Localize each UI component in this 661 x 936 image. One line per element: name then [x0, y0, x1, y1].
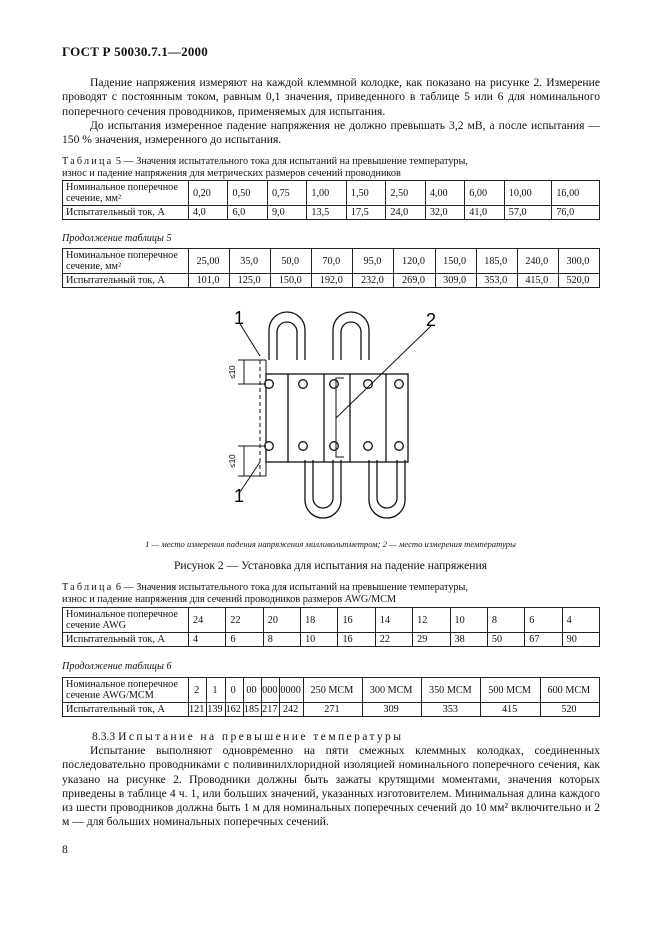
table-cell: 0,75: [267, 181, 306, 206]
measurement-lines: [238, 324, 431, 492]
table-row: [63, 703, 600, 717]
table-cell: 50,0: [271, 249, 312, 274]
table-cell: 520: [540, 703, 599, 717]
table-cell: 185,0: [476, 249, 517, 274]
table-cell: 4,00: [425, 181, 464, 206]
paragraph-voltage-drop: Падение напряжения измеряют на каждой клеммной колодке, как показано на рисунке 2. Измерение проводят с постоянным током, равным 0,1 значения, приведенного в таблице 5 или 6 для номинального поперечного сечения проводников, применяемых для испытания.: [62, 76, 600, 118]
table-cell: 350 MCM: [422, 678, 481, 703]
table-row: [63, 678, 600, 703]
conductor-loops: [269, 312, 405, 518]
table-cell: 12: [413, 608, 450, 633]
figure-2-diagram: [200, 302, 460, 532]
table-6-continued: [62, 677, 600, 717]
table-cell: 139: [207, 703, 225, 717]
table-cell: 232,0: [353, 274, 394, 288]
table-cell: 217: [262, 703, 280, 717]
table-cell: 9,0: [267, 206, 306, 220]
table-cell: 309: [363, 703, 422, 717]
table-cell: 2: [189, 678, 207, 703]
table-cell: 150,0: [271, 274, 312, 288]
table-cell: 353,0: [476, 274, 517, 288]
table-cell: 95,0: [353, 249, 394, 274]
table-cell: 000: [262, 678, 280, 703]
table-cell: 500 MCM: [481, 678, 540, 703]
table-cell: 4: [562, 608, 599, 633]
table-cell: 90: [562, 633, 599, 647]
table-cell: 16,00: [552, 181, 600, 206]
table-cell: 0000: [280, 678, 303, 703]
table-cell: 240,0: [517, 249, 558, 274]
table-header-cell: Испытательный ток, А: [63, 703, 189, 717]
table-cell: 20: [263, 608, 300, 633]
label-1-top: 1: [234, 308, 245, 328]
table-cell: 6: [226, 633, 263, 647]
table-row: [63, 608, 600, 633]
table6-continuation-caption: Продолжение таблицы 6: [62, 661, 172, 672]
table-row: [63, 633, 600, 647]
label-2: 2: [426, 310, 437, 330]
table-cell: 0: [225, 678, 243, 703]
table-cell: 101,0: [189, 274, 230, 288]
page-number: 8: [62, 843, 68, 856]
table-cell: 6,0: [228, 206, 267, 220]
table-5: [62, 180, 600, 220]
table-header-cell: Номинальное поперечное сечение AWG: [63, 608, 189, 633]
table-cell: 17,5: [346, 206, 385, 220]
table-cell: 67: [525, 633, 562, 647]
table-row: [63, 206, 600, 220]
table-cell: 24: [189, 608, 226, 633]
dimension-top: ≤10: [228, 365, 237, 379]
table-cell: 520,0: [558, 274, 599, 288]
table-cell: 309,0: [435, 274, 476, 288]
table-cell: 242: [280, 703, 303, 717]
table-cell: 185: [243, 703, 261, 717]
table-cell: 300,0: [558, 249, 599, 274]
table-cell: 50: [487, 633, 524, 647]
table-row: [63, 181, 600, 206]
table-cell: 2,50: [386, 181, 425, 206]
table-cell: 8: [487, 608, 524, 633]
table-cell: 76,0: [552, 206, 600, 220]
table-cell: 271: [303, 703, 362, 717]
table-cell: 38: [450, 633, 487, 647]
table-cell: 121: [189, 703, 207, 717]
table-cell: 415,0: [517, 274, 558, 288]
table-header-cell: Испытательный ток, А: [63, 274, 189, 288]
table-cell: 18: [301, 608, 338, 633]
table-header-cell: Номинальное поперечное сечение, мм²: [63, 249, 189, 274]
table-header-cell: Испытательный ток, А: [63, 206, 189, 220]
table-cell: 600 MCM: [540, 678, 599, 703]
table-cell: 32,0: [425, 206, 464, 220]
table-row: [63, 274, 600, 288]
table-header-cell: Испытательный ток, А: [63, 633, 189, 647]
terminal-blocks: [266, 360, 408, 476]
table-cell: 415: [481, 703, 540, 717]
section-heading: 8.3.3 Испытание на превышение температуры: [92, 730, 404, 743]
table-cell: 70,0: [312, 249, 353, 274]
table-header-cell: Номинальное поперечное сечение, мм²: [63, 181, 189, 206]
terminal-screws: [265, 380, 404, 451]
section-paragraph: Испытание выполняют одновременно на пяти смежных клеммных колодках, соединенных последовательно проводниками с поливинилхлоридной изоляцией номинального поперечного сечения, как указано на рисунке 2. Проводники должны быть зажаты крутящими моментами, значения которых приведены в таблице 4 ч. 1, или больших значений, указанных изготовителем. Минимальная длина каждого из шести проводников должна быть 1 м для номинальных поперечных сечений до 10 мм² включительно и 2 м — для больших номинальных поперечных сечений.: [62, 744, 600, 829]
table-cell: 353: [422, 703, 481, 717]
figure-2-caption: Рисунок 2 — Установка для испытания на падение напряжения: [173, 559, 488, 572]
table-cell: 0,20: [189, 181, 228, 206]
table-cell: 162: [225, 703, 243, 717]
table-cell: 57,0: [504, 206, 552, 220]
table-cell: 269,0: [394, 274, 435, 288]
table-cell: 00: [243, 678, 261, 703]
table-cell: 25,00: [189, 249, 230, 274]
table-cell: 24,0: [386, 206, 425, 220]
table-header-cell: Номинальное поперечное сечение AWG/MCM: [63, 678, 189, 703]
table-cell: 300 MCM: [363, 678, 422, 703]
table-cell: 1: [207, 678, 225, 703]
table-cell: 29: [413, 633, 450, 647]
table-5-continued: [62, 248, 600, 288]
table-cell: 22: [226, 608, 263, 633]
table-cell: 120,0: [394, 249, 435, 274]
table-cell: 22: [375, 633, 412, 647]
table-cell: 250 MCM: [303, 678, 362, 703]
table-cell: 6: [525, 608, 562, 633]
table-cell: 16: [338, 633, 375, 647]
table-cell: 41,0: [465, 206, 504, 220]
table-cell: 10: [450, 608, 487, 633]
table5-title: Таблица 5 — Значения испытательного тока для испытаний на превышение температуры, износ и падение напряжения для метрических размеров сечений проводников: [62, 156, 468, 179]
table-cell: 16: [338, 608, 375, 633]
table-cell: 6,00: [465, 181, 504, 206]
dimension-bottom: ≤10: [228, 454, 237, 468]
table-cell: 14: [375, 608, 412, 633]
table5-continuation-caption: Продолжение таблицы 5: [62, 233, 172, 244]
table-row: [63, 249, 600, 274]
table-6: [62, 607, 600, 647]
table-cell: 125,0: [230, 274, 271, 288]
table-cell: 10: [301, 633, 338, 647]
table-cell: 1,00: [307, 181, 346, 206]
table-cell: 1,50: [346, 181, 385, 206]
table-cell: 8: [263, 633, 300, 647]
figure-2-legend: 1 — место измерения падения напряжения милливольтметром; 2 — место измерения температуры: [145, 539, 516, 549]
table6-title: Таблица 6 — Значения испытательного тока для испытаний на превышение температуры, износ и падение напряжения для сечений проводников размеров AWG/MCM: [62, 582, 468, 605]
table-cell: 4: [189, 633, 226, 647]
table-cell: 35,0: [230, 249, 271, 274]
table-cell: 150,0: [435, 249, 476, 274]
table-cell: 0,50: [228, 181, 267, 206]
document-header: ГОСТ Р 50030.7.1—2000: [62, 44, 208, 59]
label-1-bottom: 1: [234, 486, 245, 506]
table-cell: 13,5: [307, 206, 346, 220]
paragraph-voltage-limit: До испытания измеренное падение напряжения не должно превышать 3,2 мВ, а после испытания — 150 % значения, измеренного до испытания.: [62, 119, 600, 147]
table-cell: 4,0: [189, 206, 228, 220]
table-cell: 10,00: [504, 181, 552, 206]
table-cell: 192,0: [312, 274, 353, 288]
